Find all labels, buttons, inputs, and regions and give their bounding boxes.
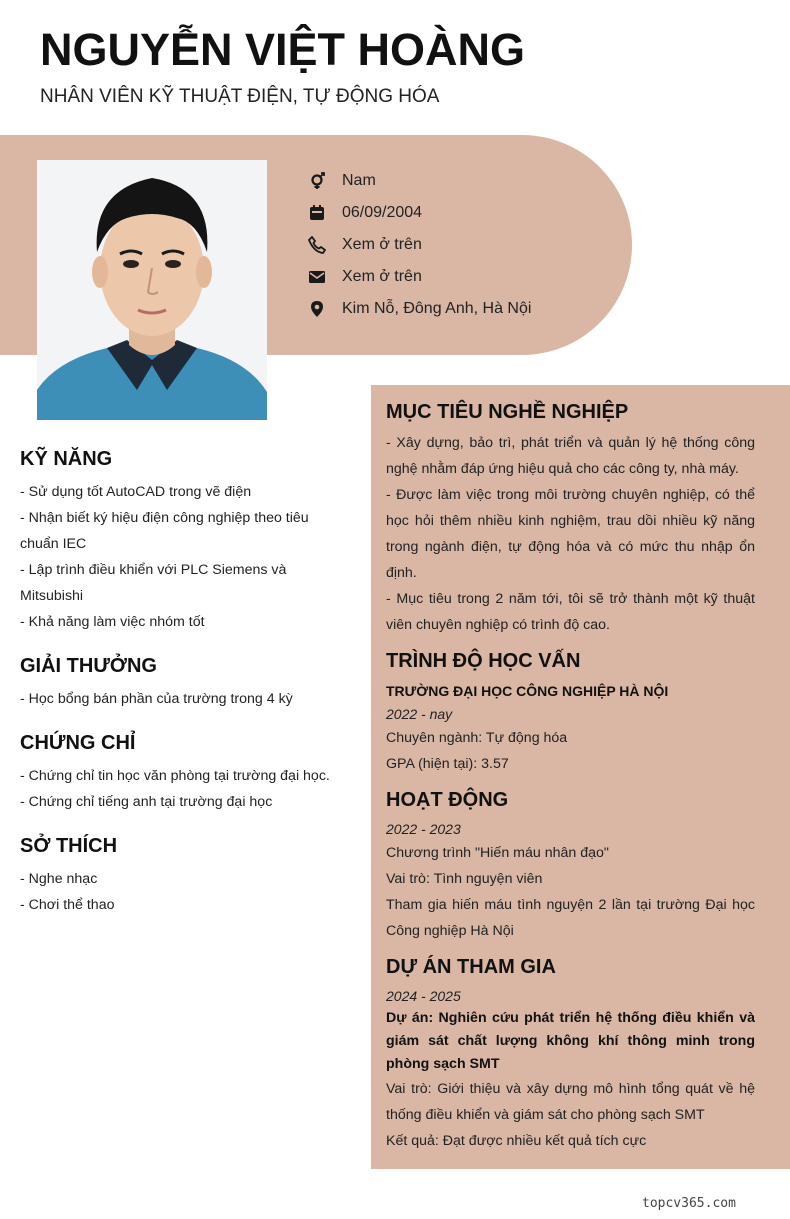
certificate-item: - Chứng chỉ tin học văn phòng tại trường đại học.	[20, 768, 330, 784]
certificate-item: - Chứng chỉ tiếng anh tại trường đại học	[20, 794, 273, 810]
envelope-icon	[308, 268, 326, 286]
project-name: Dự án: Nghiên cứu phát triển hệ thống điều khiển và giám sát chất lượng không khí thông minh trong phòng sạch SMT	[386, 1010, 755, 1072]
objective-item: - Xây dựng, bảo trì, phát triển và quản lý hệ thống công nghệ nhằm đáp ứng hiệu quả cho các công ty, nhà máy.	[386, 435, 755, 477]
contact-gender	[308, 165, 531, 197]
project-date: 2024 - 2025	[386, 988, 461, 1004]
education-gpa: GPA (hiện tại): 3.57	[386, 756, 509, 772]
objective-item: - Mục tiêu trong 2 năm tới, tôi sẽ trở thành một kỹ thuật viên chuyên nghiệp có trình độ cao.	[386, 591, 755, 633]
awards-section	[20, 655, 340, 712]
skill-item: - Nhận biết ký hiệu điện công nghiệp theo tiêu chuẩn IEC	[20, 510, 309, 552]
candidate-name: NGUYỄN VIỆT HOÀNG	[40, 24, 526, 75]
activity-date: 2022 - 2023	[386, 821, 461, 837]
objective-item: - Được làm việc trong môi trường chuyên nghiệp, có thể học hỏi thêm nhiều kinh nghiệm, trau dồi nhiều kỹ năng trong ngành điện, tự động hóa và có mức thu nhập ổn định.	[386, 487, 755, 581]
hobby-item: - Chơi thể thao	[20, 897, 115, 913]
contact-birthdate	[308, 197, 531, 229]
skill-item: - Khả năng làm việc nhóm tốt	[20, 614, 205, 630]
contact-info	[308, 165, 531, 325]
activity-description: Tham gia hiến máu tình nguyện 2 lần tại trường Đại học Công nghiệp Hà Nội	[386, 897, 755, 939]
contact-birthdate-value: 06/09/2004	[342, 204, 423, 221]
profile-photo	[37, 160, 267, 420]
objective-section	[386, 401, 755, 638]
contact-address	[308, 293, 531, 325]
objective-title: MỤC TIÊU NGHỀ NGHIỆP	[386, 401, 629, 423]
contact-email-value: Xem ở trên	[342, 268, 422, 285]
skill-item: - Lập trình điều khiển với PLC Siemens và Mitsubishi	[20, 562, 287, 604]
gender-icon	[308, 172, 326, 190]
skills-section	[20, 448, 340, 635]
hobbies-title: SỞ THÍCH	[20, 835, 118, 857]
location-pin-icon	[308, 300, 326, 318]
contact-phone-value: Xem ở trên	[342, 236, 422, 253]
education-major: Chuyên ngành: Tự động hóa	[386, 730, 568, 746]
activity-program: Chương trình "Hiến máu nhân đạo"	[386, 845, 609, 861]
contact-address-value: Kim Nỗ, Đông Anh, Hà Nội	[342, 300, 532, 317]
award-item: - Học bổng bán phần của trường trong 4 kỳ	[20, 691, 293, 707]
projects-title: DỰ ÁN THAM GIA	[386, 956, 556, 978]
education-title: TRÌNH ĐỘ HỌC VẤN	[386, 650, 581, 672]
activities-title: HOẠT ĐỘNG	[386, 789, 509, 811]
skills-title: KỸ NĂNG	[20, 448, 113, 470]
education-section	[386, 650, 755, 777]
contact-gender-value: Nam	[342, 172, 376, 189]
awards-title: GIẢI THƯỞNG	[20, 655, 157, 677]
left-column	[20, 448, 340, 938]
contact-email[interactable]	[308, 261, 531, 293]
skill-item: - Sử dụng tốt AutoCAD trong vẽ điện	[20, 484, 252, 500]
calendar-icon	[308, 204, 326, 222]
hobby-item: - Nghe nhạc	[20, 871, 98, 887]
activity-role: Vai trò: Tình nguyện viên	[386, 871, 543, 887]
certificates-title: CHỨNG CHỈ	[20, 732, 136, 754]
education-date: 2022 - nay	[386, 706, 453, 722]
certificates-section	[20, 732, 340, 815]
activities-section	[386, 789, 755, 944]
project-result: Kết quả: Đạt được nhiều kết quả tích cực	[386, 1133, 647, 1149]
hobbies-section	[20, 835, 340, 918]
phone-icon	[308, 236, 326, 254]
footer-watermark: topcv365.com	[642, 1196, 736, 1211]
school-name: TRƯỜNG ĐẠI HỌC CÔNG NGHIỆP HÀ NỘI	[386, 683, 669, 699]
job-title: NHÂN VIÊN KỸ THUẬT ĐIỆN, TỰ ĐỘNG HÓA	[40, 86, 440, 107]
projects-section	[386, 956, 755, 1154]
contact-phone[interactable]	[308, 229, 531, 261]
project-role: Vai trò: Giới thiệu và xây dựng mô hình tổng quát về hệ thống điều khiển và giám sát cho phòng sạch SMT	[386, 1081, 755, 1123]
right-column	[371, 385, 790, 1169]
